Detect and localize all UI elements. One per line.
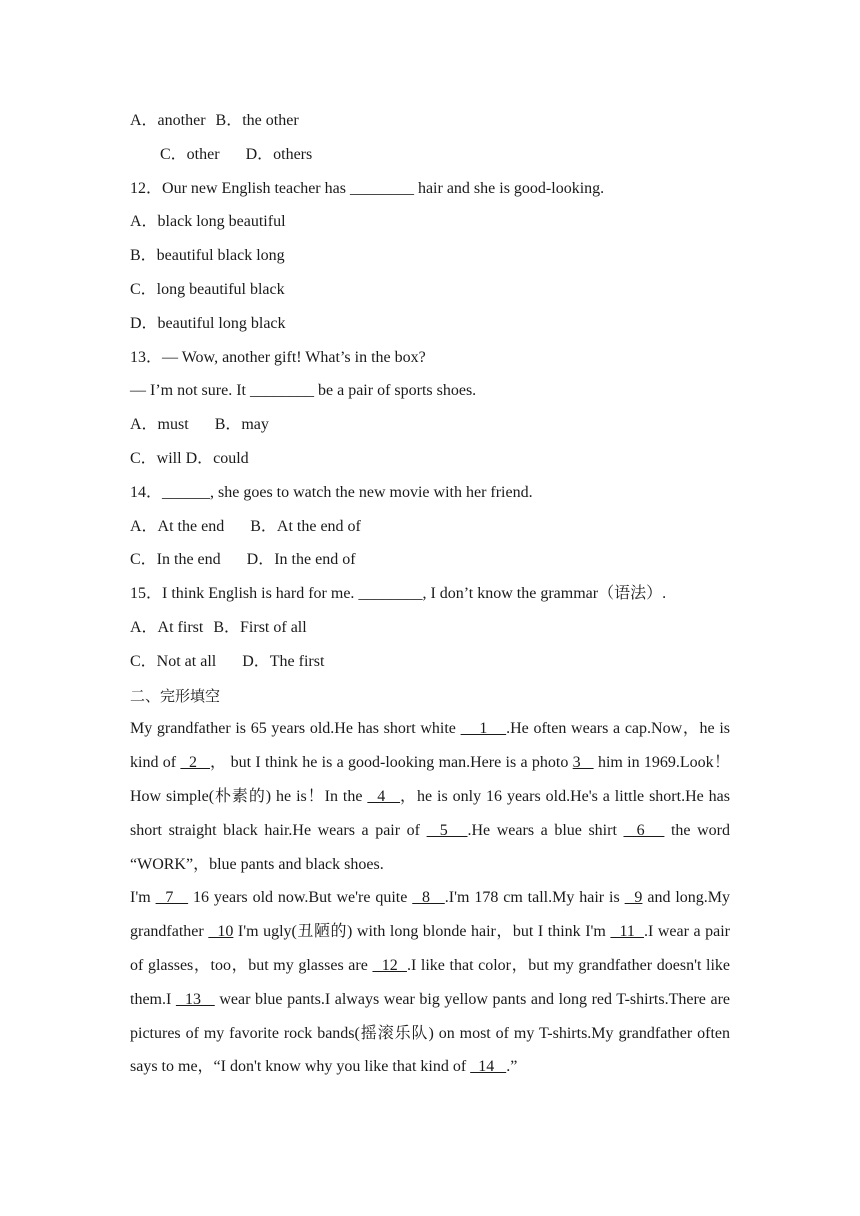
q14-options-row-2: [130, 549, 730, 583]
passage-text: .I wear a pair of glasses，too，but my glasses are: [130, 923, 731, 974]
q11-option-b: B．the other: [215, 112, 299, 129]
cloze-blank: 4: [367, 787, 401, 805]
q13-option-d: D．could: [185, 449, 249, 467]
q11-option-d: D．others: [245, 145, 313, 163]
passage-text: 16 years old now.But we're quite: [188, 889, 413, 907]
passage-text: ，he is only 16 years old.He's a little short.He has short straight black hair.He wears a pair of: [130, 787, 730, 839]
stem-text: be a pair of sports shoes.: [313, 382, 477, 400]
q15-option-a: A．At first: [130, 618, 204, 636]
stem-text: , I don’t know the grammar（语法）.: [422, 585, 667, 603]
passage-text: I'm: [130, 889, 156, 907]
cloze-blank: 7: [155, 889, 189, 907]
passage-paragraph-1: [130, 712, 730, 881]
q14-option-a: A．At the end: [130, 517, 225, 535]
cloze-blank: 6: [623, 821, 665, 839]
stem-text: hair and she is good-looking.: [413, 179, 605, 197]
passage-text: and long.My grandfather: [130, 889, 731, 941]
cloze-blank: 1: [460, 720, 507, 738]
section-heading: 二、完形填空: [130, 686, 221, 705]
q15-options-row-1: [130, 617, 730, 651]
cloze-blank: 12: [372, 956, 407, 974]
q15-option-d: D．The first: [242, 652, 325, 670]
q13-stem: [130, 347, 730, 381]
cloze-blank: 3: [572, 754, 594, 772]
q12-option-b: B．beautiful black long: [130, 247, 285, 265]
q15-option-c: C．Not at all: [130, 652, 217, 670]
question-number: 12．: [130, 179, 163, 197]
q13-options-row-2: [130, 448, 730, 482]
q14-option-d: D．In the end of: [246, 551, 356, 569]
stem-text: — I’m not sure. It: [130, 382, 250, 400]
q12-option-a: A．black long beautiful: [130, 213, 286, 231]
q12-option-d: D．beautiful long black: [130, 314, 286, 332]
stem-text: Our new English teacher has: [162, 179, 350, 197]
cloze-blank: 8: [412, 889, 445, 907]
passage-paragraph-2: [130, 881, 730, 1084]
question-number: 13．: [130, 348, 163, 366]
stem-text: , she goes to watch the new movie with her friend.: [210, 483, 533, 501]
passage-text: .He wears a blue shirt: [467, 821, 624, 839]
q11-options-row-2: [130, 144, 730, 178]
passage-text: .He often wears a cap.Now，he is kind of: [130, 720, 730, 772]
cloze-blank: 9: [624, 889, 643, 907]
question-number: 15．: [130, 585, 163, 603]
passage-text: wear blue pants.I always wear big yellow pants and long red T-shirts.There are pictures of my favorite rock bands(摇滚乐队) on most of my T-shirts.My grandfather often says to me，“I don't know why you like that kind of: [130, 990, 731, 1076]
q13-option-b: B．may: [214, 416, 269, 434]
q11-option-c: C．other: [160, 145, 220, 163]
worksheet-content: [130, 110, 730, 1084]
passage-text: .I like that color，but my grandfather doesn't like them.I: [130, 956, 731, 1008]
passage-text: I'm ugly(丑陋的) with long blonde hair，but I think I'm: [233, 923, 611, 941]
answer-blank: ________: [358, 585, 423, 603]
cloze-blank: 13: [175, 990, 215, 1008]
answer-blank: ________: [249, 382, 314, 400]
passage-text: the word “WORK”，blue pants and black shoes.: [130, 821, 731, 873]
cloze-blank: 14: [470, 1058, 507, 1076]
q11-options-row-1: [130, 110, 730, 144]
q12-stem: [130, 178, 730, 212]
cloze-blank: 2: [180, 754, 210, 772]
q13-option-c: C．will: [130, 449, 182, 467]
q11-option-a: A．another: [130, 112, 206, 129]
q12-option-c: C．long beautiful black: [130, 280, 285, 298]
passage-text: .I'm 178 cm tall.My hair is: [444, 889, 625, 907]
cloze-passage: [130, 712, 730, 1084]
q15-options-row-2: [130, 651, 730, 685]
cloze-blank: 5: [426, 821, 468, 839]
cloze-blank: 10: [208, 923, 234, 941]
q14-options-row-1: [130, 516, 730, 550]
passage-text: My grandfather is 65 years old.He has short white: [130, 720, 461, 738]
passage-text: ， but I think he is a good-looking man.Here is a photo: [209, 754, 573, 772]
q14-option-c: C．In the end: [130, 551, 221, 569]
answer-blank: ______: [162, 483, 211, 501]
passage-text: him in 1969.Look！How simple(朴素的) he is！In the: [130, 754, 730, 805]
stem-text: — Wow, another gift! What’s in the box?: [162, 348, 426, 366]
answer-blank: ________: [349, 179, 414, 197]
stem-text: I think English is hard for me.: [162, 585, 359, 603]
q14-stem: [130, 482, 730, 516]
question-number: 14．: [130, 483, 163, 501]
passage-text: .”: [506, 1058, 518, 1076]
cloze-blank: 11: [610, 923, 644, 941]
q15-stem: [130, 583, 730, 617]
q14-option-b: B．At the end of: [250, 517, 361, 535]
q13-options-row-1: [130, 414, 730, 448]
q13-stem-line-2: [130, 380, 730, 414]
q15-option-b: B．First of all: [213, 618, 307, 636]
q13-option-a: A．must: [130, 416, 189, 434]
